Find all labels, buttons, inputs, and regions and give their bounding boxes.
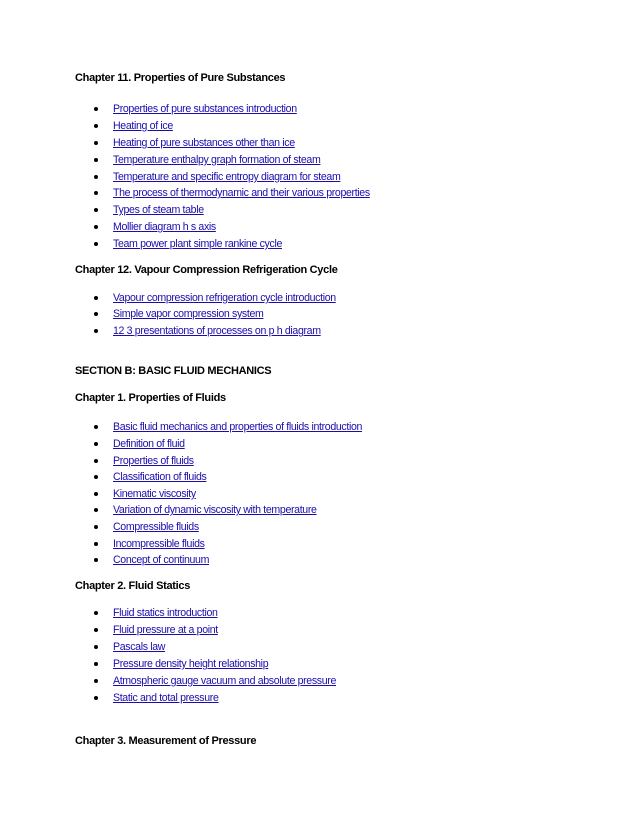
- topic-link[interactable]: Temperature enthalpy graph formation of steam: [113, 154, 321, 166]
- topic-link[interactable]: 12 3 presentations of processes on p h diagram: [113, 325, 321, 337]
- topic-link[interactable]: Kinematic viscosity: [113, 488, 196, 500]
- bullet-icon: [94, 558, 98, 562]
- bullet-icon: [94, 645, 98, 649]
- bullet-icon: [94, 296, 98, 300]
- topic-link[interactable]: Types of steam table: [113, 204, 204, 216]
- bullet-icon: [94, 475, 98, 479]
- topic-link[interactable]: Heating of pure substances other than ice: [113, 137, 295, 149]
- chapter-heading: Chapter 3. Measurement of Pressure: [75, 735, 257, 747]
- topic-link[interactable]: Classification of fluids: [113, 471, 207, 483]
- bullet-icon: [94, 208, 98, 212]
- chapter-heading: Chapter 2. Fluid Statics: [75, 580, 191, 592]
- bullet-icon: [94, 158, 98, 162]
- topic-link[interactable]: Heating of ice: [113, 120, 173, 132]
- bullet-icon: [94, 442, 98, 446]
- bullet-icon: [94, 542, 98, 546]
- topic-link[interactable]: Fluid statics introduction: [113, 607, 218, 619]
- topic-link[interactable]: Pressure density height relationship: [113, 658, 269, 670]
- bullet-icon: [94, 191, 98, 195]
- topic-link[interactable]: Properties of fluids: [113, 455, 194, 467]
- topic-link[interactable]: Concept of continuum: [113, 554, 210, 566]
- topic-link[interactable]: Incompressible fluids: [113, 538, 205, 550]
- topic-link[interactable]: Definition of fluid: [113, 438, 185, 450]
- bullet-icon: [94, 107, 98, 111]
- topic-link[interactable]: Mollier diagram h s axis: [113, 221, 216, 233]
- bullet-icon: [94, 312, 98, 316]
- bullet-icon: [94, 628, 98, 632]
- bullet-icon: [94, 508, 98, 512]
- chapter-heading: Chapter 1. Properties of Fluids: [75, 392, 226, 404]
- bullet-icon: [94, 425, 98, 429]
- topic-link[interactable]: Team power plant simple rankine cycle: [113, 238, 282, 250]
- bullet-icon: [94, 141, 98, 145]
- bullet-icon: [94, 492, 98, 496]
- chapter-heading: Chapter 11. Properties of Pure Substances: [75, 72, 286, 84]
- chapter-heading: Chapter 12. Vapour Compression Refrigeration Cycle: [75, 264, 338, 276]
- topic-link[interactable]: Compressible fluids: [113, 521, 199, 533]
- bullet-icon: [94, 175, 98, 179]
- bullet-icon: [94, 225, 98, 229]
- topic-link[interactable]: Temperature and specific entropy diagram for steam: [113, 171, 341, 183]
- topic-link[interactable]: Basic fluid mechanics and properties of fluids introduction: [113, 421, 363, 433]
- topic-link[interactable]: Atmospheric gauge vacuum and absolute pressure: [113, 675, 336, 687]
- topic-link[interactable]: Fluid pressure at a point: [113, 624, 218, 636]
- bullet-icon: [94, 525, 98, 529]
- bullet-icon: [94, 679, 98, 683]
- bullet-icon: [94, 611, 98, 615]
- bullet-icon: [94, 329, 98, 333]
- section-heading: SECTION B: BASIC FLUID MECHANICS: [75, 365, 272, 377]
- bullet-icon: [94, 124, 98, 128]
- topic-link[interactable]: Properties of pure substances introduction: [113, 103, 297, 115]
- topic-link[interactable]: Variation of dynamic viscosity with temperature: [113, 504, 317, 516]
- topic-link[interactable]: The process of thermodynamic and their various properties: [113, 187, 370, 199]
- bullet-icon: [94, 696, 98, 700]
- topic-link[interactable]: Static and total pressure: [113, 692, 219, 704]
- bullet-icon: [94, 242, 98, 246]
- topic-link[interactable]: Vapour compression refrigeration cycle introduction: [113, 292, 336, 304]
- bullet-icon: [94, 662, 98, 666]
- topic-link[interactable]: Pascals law: [113, 641, 166, 653]
- bullet-icon: [94, 459, 98, 463]
- topic-link[interactable]: Simple vapor compression system: [113, 308, 264, 320]
